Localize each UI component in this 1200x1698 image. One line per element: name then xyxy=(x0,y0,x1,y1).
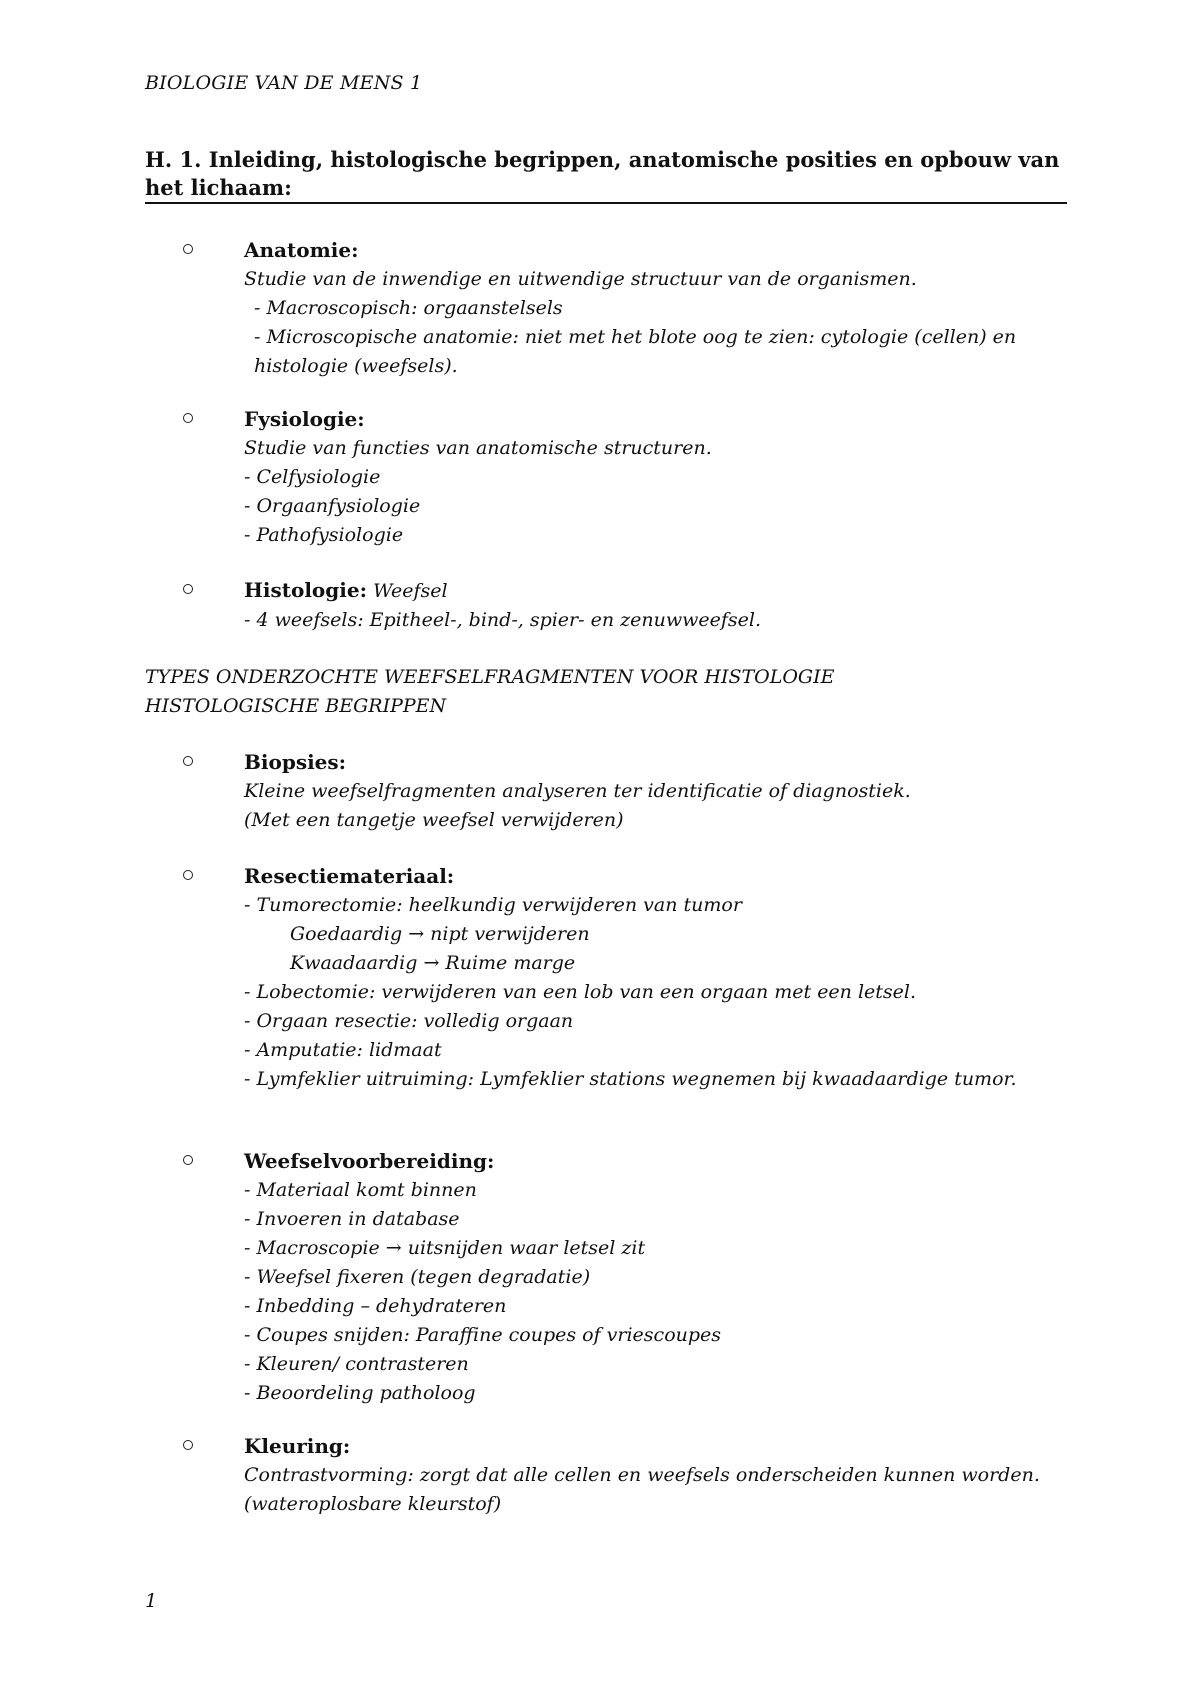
section-body xyxy=(244,862,1074,1094)
section-line: - Materiaal komt binnen xyxy=(244,1179,477,1201)
section-body xyxy=(244,405,1074,550)
section-line: Studie van de inwendige en uitwendige structuur van de organismen. xyxy=(244,268,917,290)
section-line: - Orgaan resectie: volledig orgaan xyxy=(244,1010,574,1032)
types-heading xyxy=(145,663,834,721)
section-title: Biopsies: xyxy=(244,750,347,774)
section-body xyxy=(244,576,1074,635)
section-title: Histologie: xyxy=(244,578,367,602)
types-heading-line: TYPES ONDERZOCHTE WEEFSELFRAGMENTEN VOOR HISTOLOGIE xyxy=(145,666,835,688)
section-line: - 4 weefsels: Epitheel-, bind-, spier- en zenuwweefsel. xyxy=(244,609,761,631)
bullet-circle-icon xyxy=(183,244,193,254)
bullet-circle-icon xyxy=(183,756,193,766)
section-line: - Lymfeklier uitruiming: Lymfeklier stations wegnemen bij kwaadaardige tumor. xyxy=(244,1068,1017,1090)
section-line: (Met een tangetje weefsel verwijderen) xyxy=(244,809,624,831)
section-line: - Pathofysiologie xyxy=(244,524,404,546)
section-title: Fysiologie: xyxy=(244,407,365,431)
section-line: - Beoordeling patholoog xyxy=(244,1382,476,1404)
section-line: Kwaadaardig → Ruime marge xyxy=(290,952,576,974)
section-line: histologie (weefsels). xyxy=(254,355,458,377)
section-line: - Kleuren/ contrasteren xyxy=(244,1353,469,1375)
section-body xyxy=(244,236,1074,381)
section-line: Contrastvorming: zorgt dat alle cellen en weefsels onderscheiden kunnen worden. xyxy=(244,1464,1040,1486)
bullet-circle-icon xyxy=(183,870,193,880)
bullet-circle-icon xyxy=(183,1155,193,1165)
section-line: - Tumorectomie: heelkundig verwijderen van tumor xyxy=(244,894,742,916)
section-title: Kleuring: xyxy=(244,1434,351,1458)
section-title: Resectiemateriaal: xyxy=(244,864,455,888)
section-line: (wateroplosbare kleurstof) xyxy=(244,1493,502,1515)
section-title: Weefselvoorbereiding: xyxy=(244,1149,495,1173)
section-line: - Macroscopisch: orgaanstelsels xyxy=(254,297,563,319)
section-line: - Coupes snijden: Paraffine coupes of vriescoupes xyxy=(244,1324,722,1346)
section-line: - Microscopische anatomie: niet met het blote oog te zien: cytologie (cellen) en xyxy=(254,326,1017,348)
title-underline xyxy=(145,202,1067,204)
section-line: - Invoeren in database xyxy=(244,1208,460,1230)
section-line: Goedaardig → nipt verwijderen xyxy=(290,923,590,945)
bullet-circle-icon xyxy=(183,584,193,594)
page-number: 1 xyxy=(145,1590,158,1612)
section-body xyxy=(244,1147,1074,1408)
section-line: - Amputatie: lidmaat xyxy=(244,1039,442,1061)
section-body xyxy=(244,1432,1074,1519)
section-title: Anatomie: xyxy=(244,238,359,262)
section-line: Studie van functies van anatomische structuren. xyxy=(244,437,712,459)
types-heading-line: HISTOLOGISCHE BEGRIPPEN xyxy=(145,695,447,717)
section-title-row xyxy=(244,576,1074,606)
section-line: Kleine weefselfragmenten analyseren ter identificatie of diagnostiek. xyxy=(244,780,911,802)
section-body xyxy=(244,748,1074,835)
bullet-circle-icon xyxy=(183,1440,193,1450)
section-line: - Celfysiologie xyxy=(244,466,381,488)
section-title-suffix: Weefsel xyxy=(373,580,448,602)
bullet-circle-icon xyxy=(183,413,193,423)
section-line: - Inbedding – dehydrateren xyxy=(244,1295,507,1317)
section-line: - Macroscopie → uitsnijden waar letsel zit xyxy=(244,1237,646,1259)
section-line: - Lobectomie: verwijderen van een lob van een orgaan met een letsel. xyxy=(244,981,917,1003)
running-header: BIOLOGIE VAN DE MENS 1 xyxy=(145,72,423,94)
section-line: - Orgaanfysiologie xyxy=(244,495,421,517)
section-line: - Weefsel fixeren (tegen degradatie) xyxy=(244,1266,591,1288)
chapter-title: H. 1. Inleiding, histologische begrippen, anatomische posities en opbouw van het lichaam: xyxy=(145,147,1060,200)
